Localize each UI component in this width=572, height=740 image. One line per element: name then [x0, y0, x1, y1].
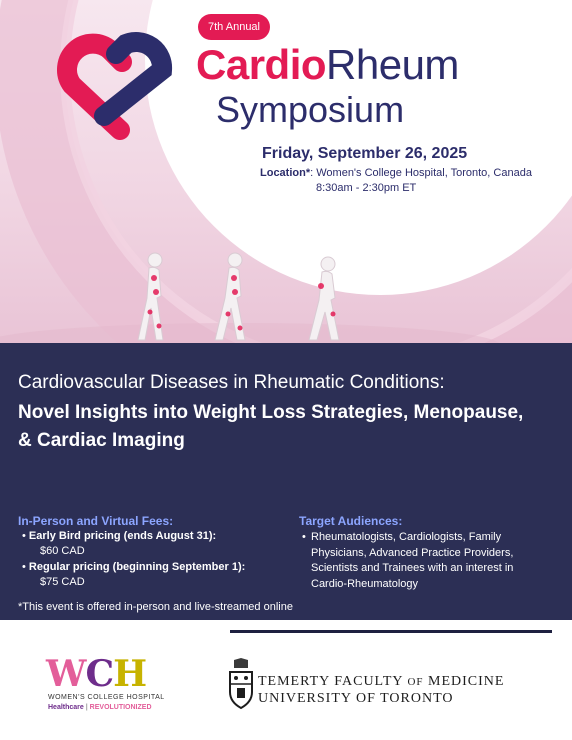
fee-early-bird-label: • Early Bird pricing (ends August 31):	[22, 530, 217, 542]
hero-section	[0, 0, 572, 343]
wch-logo-h: H	[113, 653, 147, 695]
bullet-icon: •	[302, 531, 306, 543]
audience-heading: Target Audiences:	[299, 514, 403, 528]
uoft-university-line: UNIVERSITY OF TORONTO	[258, 691, 454, 706]
fees-heading: In-Person and Virtual Fees:	[18, 514, 174, 528]
uoft-faculty-line: TEMERTY FACULTY OF MEDICINE	[258, 674, 505, 689]
event-title-symposium: Symposium	[216, 89, 405, 130]
event-location	[260, 167, 532, 179]
headline-subtitle: Cardiovascular Diseases in Rheumatic Conditions:	[18, 372, 445, 393]
event-format-note: *This event is offered in-person and live-streamed online	[18, 601, 293, 613]
title-rheum: Rheum	[326, 41, 459, 88]
fee-regular-label: • Regular pricing (beginning September 1):	[22, 561, 246, 573]
wch-name: WOMEN'S COLLEGE HOSPITAL	[48, 694, 165, 701]
wch-logo-w: W	[46, 653, 86, 695]
uoft-crest-icon	[228, 658, 254, 710]
title-cardio: Cardio	[196, 41, 327, 88]
event-title	[196, 40, 459, 90]
event-time: 8:30am - 2:30pm ET	[316, 182, 417, 194]
location-value: : Women's College Hospital, Toronto, Canada	[310, 167, 532, 179]
audience-item: Rheumatologists, Cardiologists, Family Physicians, Advanced Practice Providers, Scientists and Trainees with an interest in Cardio-Rheumatology	[311, 531, 514, 590]
walking-figures-illustration	[125, 248, 365, 343]
event-date: Friday, September 26, 2025	[262, 145, 468, 162]
fee-early-bird-price: $60 CAD	[40, 545, 85, 557]
wch-logo-c: C	[85, 653, 114, 695]
footer-divider	[230, 630, 552, 633]
wch-logo	[46, 653, 147, 695]
wch-tagline: Healthcare | REVOLUTIONIZED	[48, 704, 152, 711]
fee-regular-price: $75 CAD	[40, 576, 85, 588]
location-label: Location*	[260, 167, 311, 179]
headline-main: Novel Insights into Weight Loss Strategies, Menopause, & Cardiac Imaging	[18, 402, 524, 451]
heart-logo-icon	[50, 30, 190, 145]
audience-list	[302, 530, 542, 592]
edition-badge: 7th Annual	[198, 14, 270, 40]
